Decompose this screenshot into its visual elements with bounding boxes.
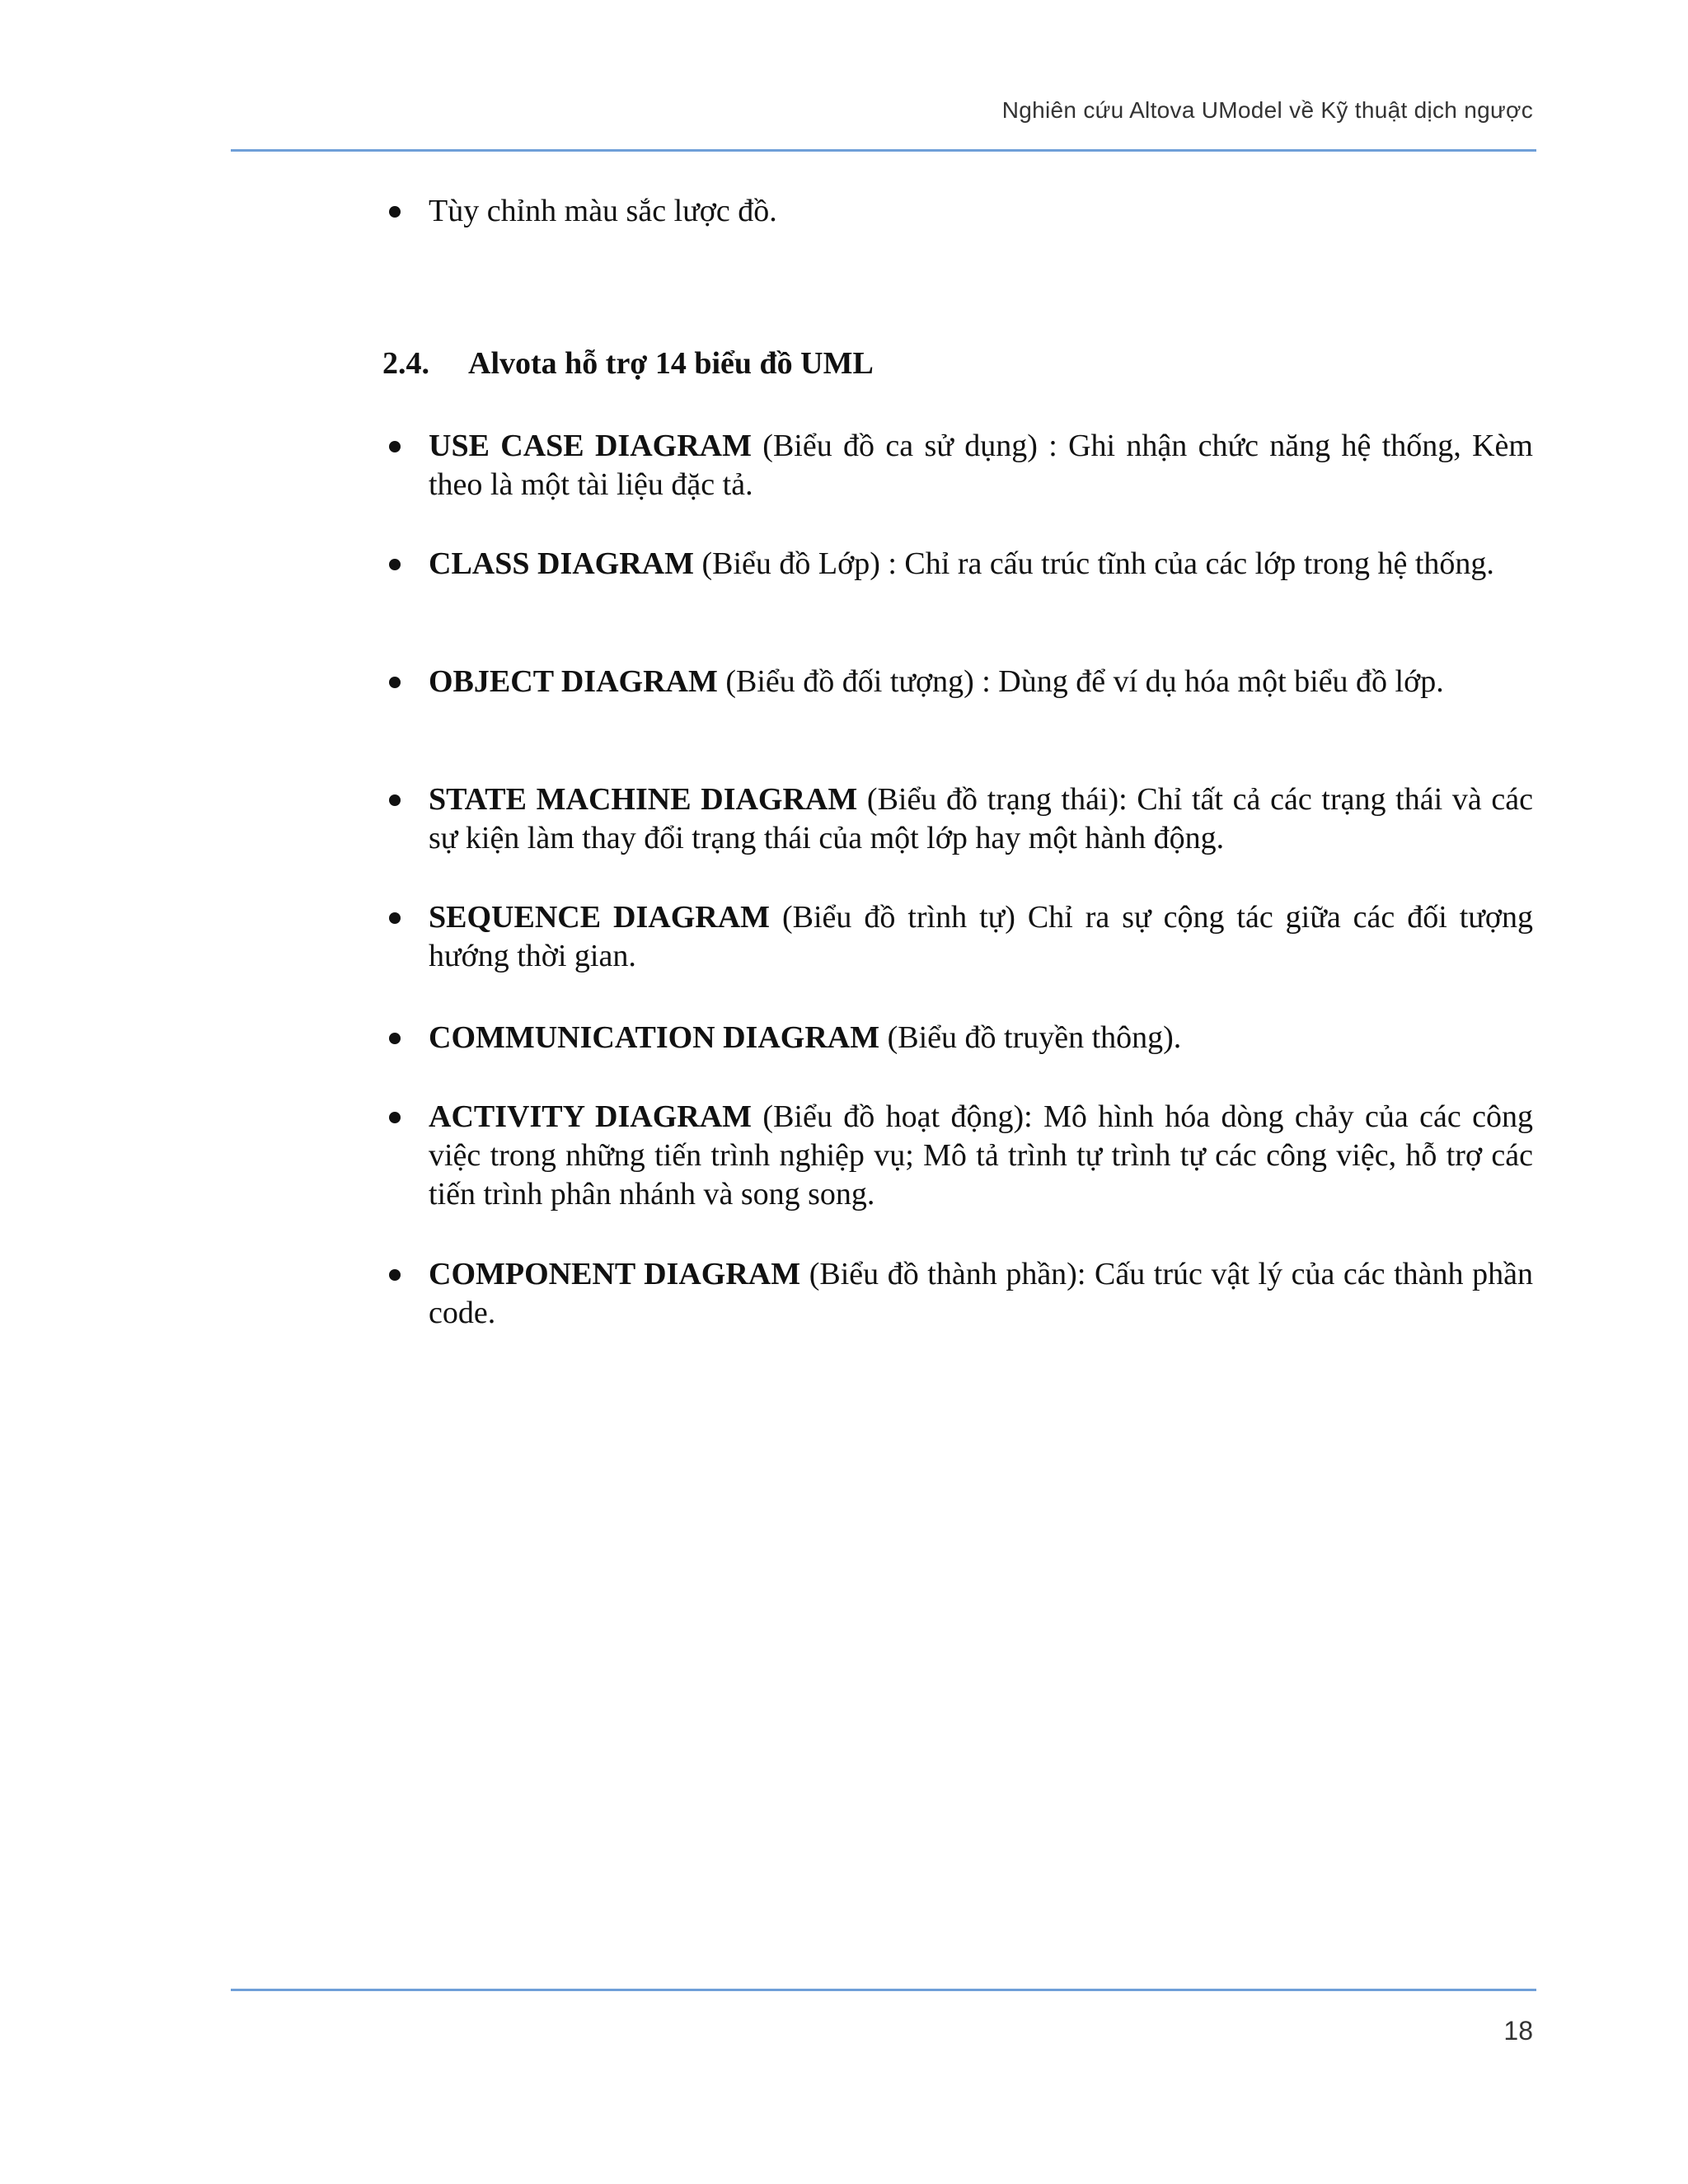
header-title: Nghiên cứu Altova UModel về Kỹ thuật dịch ngược [1001,97,1533,123]
diagram-term: OBJECT DIAGRAM [429,664,718,699]
diagram-description: (Biểu đồ đối tượng) : Dùng để ví dụ hóa một biểu đồ lớp. [717,664,1444,699]
diagram-description: (Biểu đồ trạng thái): Chỉ tất cả các trạng thái và các sự kiện làm thay đổi trạng thái của một lớp hay một hành động. [429,782,1534,855]
diagram-term: COMMUNICATION DIAGRAM [429,1020,880,1055]
diagram-term: SEQUENCE DIAGRAM [429,900,771,935]
list-item-state-machine [429,780,1533,858]
section-heading [382,344,874,383]
diagram-description: (Biểu đồ trình tự) Chỉ ra sự cộng tác giữa các đối tượng hướng thời gian. [429,900,1533,973]
diagram-term: STATE MACHINE DIAGRAM [429,782,858,817]
bullet-icon [389,441,401,452]
bullet-icon [389,1033,401,1044]
diagram-term: USE CASE DIAGRAM [429,429,752,463]
list-item-intro [429,192,1533,231]
bullet-icon [389,1269,401,1281]
list-item-text: Tùy chỉnh màu sắc lược đồ. [429,194,777,228]
bullet-icon [389,794,401,806]
footer-divider [231,1989,1536,1991]
section-number: 2.4. [382,346,429,381]
list-item-component [429,1255,1533,1333]
list-item-class [429,545,1533,583]
list-item-object [429,663,1533,701]
diagram-term: CLASS DIAGRAM [429,546,694,581]
diagram-term: COMPONENT DIAGRAM [429,1257,801,1291]
bullet-icon [389,559,401,570]
diagram-description: (Biểu đồ hoạt động): Mô hình hóa dòng chảy của các công việc trong những tiến trình nghiệp vụ; Mô tả trình tự trình tự các công việc, hỗ trợ các tiến trình phân nhánh và song song. [429,1099,1534,1212]
bullet-icon [389,206,401,218]
list-item-sequence [429,898,1533,976]
page-number: 18 [1503,2016,1533,2046]
bullet-icon [389,912,401,924]
diagram-term: ACTIVITY DIAGRAM [429,1099,753,1134]
diagram-description: (Biểu đồ Lớp) : Chỉ ra cấu trúc tĩnh của các lớp trong hệ thống. [693,546,1494,581]
diagram-description: (Biểu đồ ca sử dụng) : Ghi nhận chức năng hệ thống, Kèm theo là một tài liệu đặc tả. [429,429,1533,502]
bullet-icon [389,1112,401,1123]
list-item-communication [429,1019,1533,1057]
header-divider [231,149,1536,152]
list-item-activity [429,1098,1533,1214]
list-item-use-case [429,427,1533,504]
diagram-description: (Biểu đồ thành phần): Cấu trúc vật lý của các thành phần code. [429,1257,1533,1330]
diagram-description: (Biểu đồ truyền thông). [879,1020,1182,1055]
section-title: Alvota hỗ trợ 14 biểu đồ UML [468,346,874,381]
bullet-icon [389,677,401,688]
